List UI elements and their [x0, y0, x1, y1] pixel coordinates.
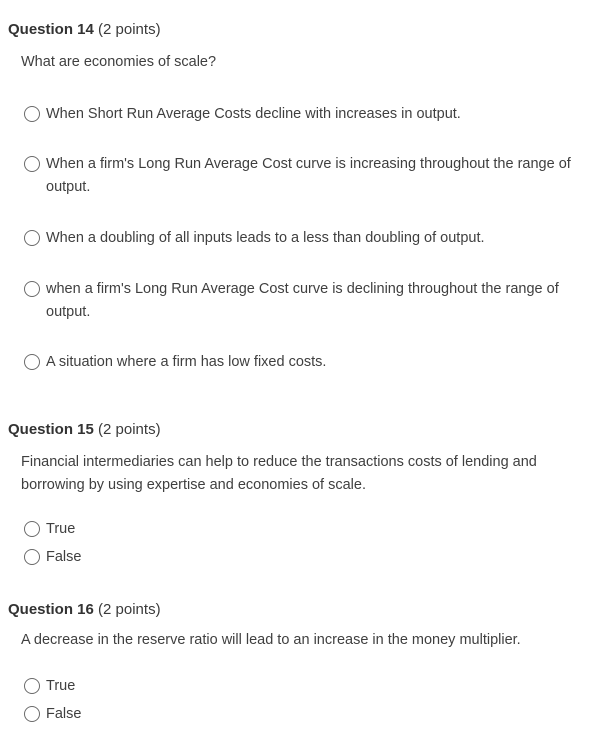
answer-option[interactable] [22, 103, 599, 126]
question-title: Question 14 [8, 21, 94, 38]
answer-option[interactable] [22, 278, 599, 324]
radio-button[interactable] [24, 106, 40, 122]
question-prompt: A decrease in the reserve ratio will lead to an increase in the money multiplier. [21, 632, 521, 648]
radio-button[interactable] [24, 156, 40, 172]
radio-button[interactable] [24, 521, 40, 537]
radio-button[interactable] [24, 354, 40, 370]
question-title: Question 16 [8, 601, 94, 618]
answer-option-false[interactable] [22, 703, 599, 726]
answer-option[interactable] [22, 351, 599, 374]
answer-option-false[interactable] [22, 546, 599, 569]
radio-button[interactable] [24, 706, 40, 722]
radio-button[interactable] [24, 281, 40, 297]
question-points: (2 points) [98, 21, 161, 38]
question-prompt: What are economies of scale? [21, 54, 217, 70]
answer-option-true[interactable] [22, 675, 599, 698]
answer-label[interactable]: False [46, 549, 82, 565]
question-header [8, 421, 161, 438]
answer-label[interactable]: True [46, 521, 76, 537]
answer-label[interactable]: True [46, 678, 76, 694]
question-prompt: Financial intermediaries can help to reduce the transactions costs of lending and borrowing by using expertise and economies of scale. [21, 454, 537, 493]
question-title: Question 15 [8, 421, 94, 438]
answer-label[interactable]: False [46, 706, 82, 722]
answer-label[interactable]: When Short Run Average Costs decline with increases in output. [46, 106, 461, 122]
radio-button[interactable] [24, 549, 40, 565]
answer-label[interactable]: When a firm's Long Run Average Cost curve is increasing throughout the range of output. [46, 156, 571, 195]
radio-button[interactable] [24, 678, 40, 694]
answer-label[interactable]: When a doubling of all inputs leads to a less than doubling of output. [46, 230, 485, 246]
question-header [8, 601, 161, 618]
answer-option[interactable] [22, 153, 599, 199]
answer-option-true[interactable] [22, 518, 599, 541]
radio-button[interactable] [24, 230, 40, 246]
question-points: (2 points) [98, 601, 161, 618]
question-header [8, 21, 161, 38]
question-points: (2 points) [98, 421, 161, 438]
answer-label[interactable]: A situation where a firm has low fixed costs. [46, 354, 327, 370]
answer-option[interactable] [22, 227, 599, 250]
answer-label[interactable]: when a firm's Long Run Average Cost curve is declining throughout the range of output. [46, 281, 559, 320]
